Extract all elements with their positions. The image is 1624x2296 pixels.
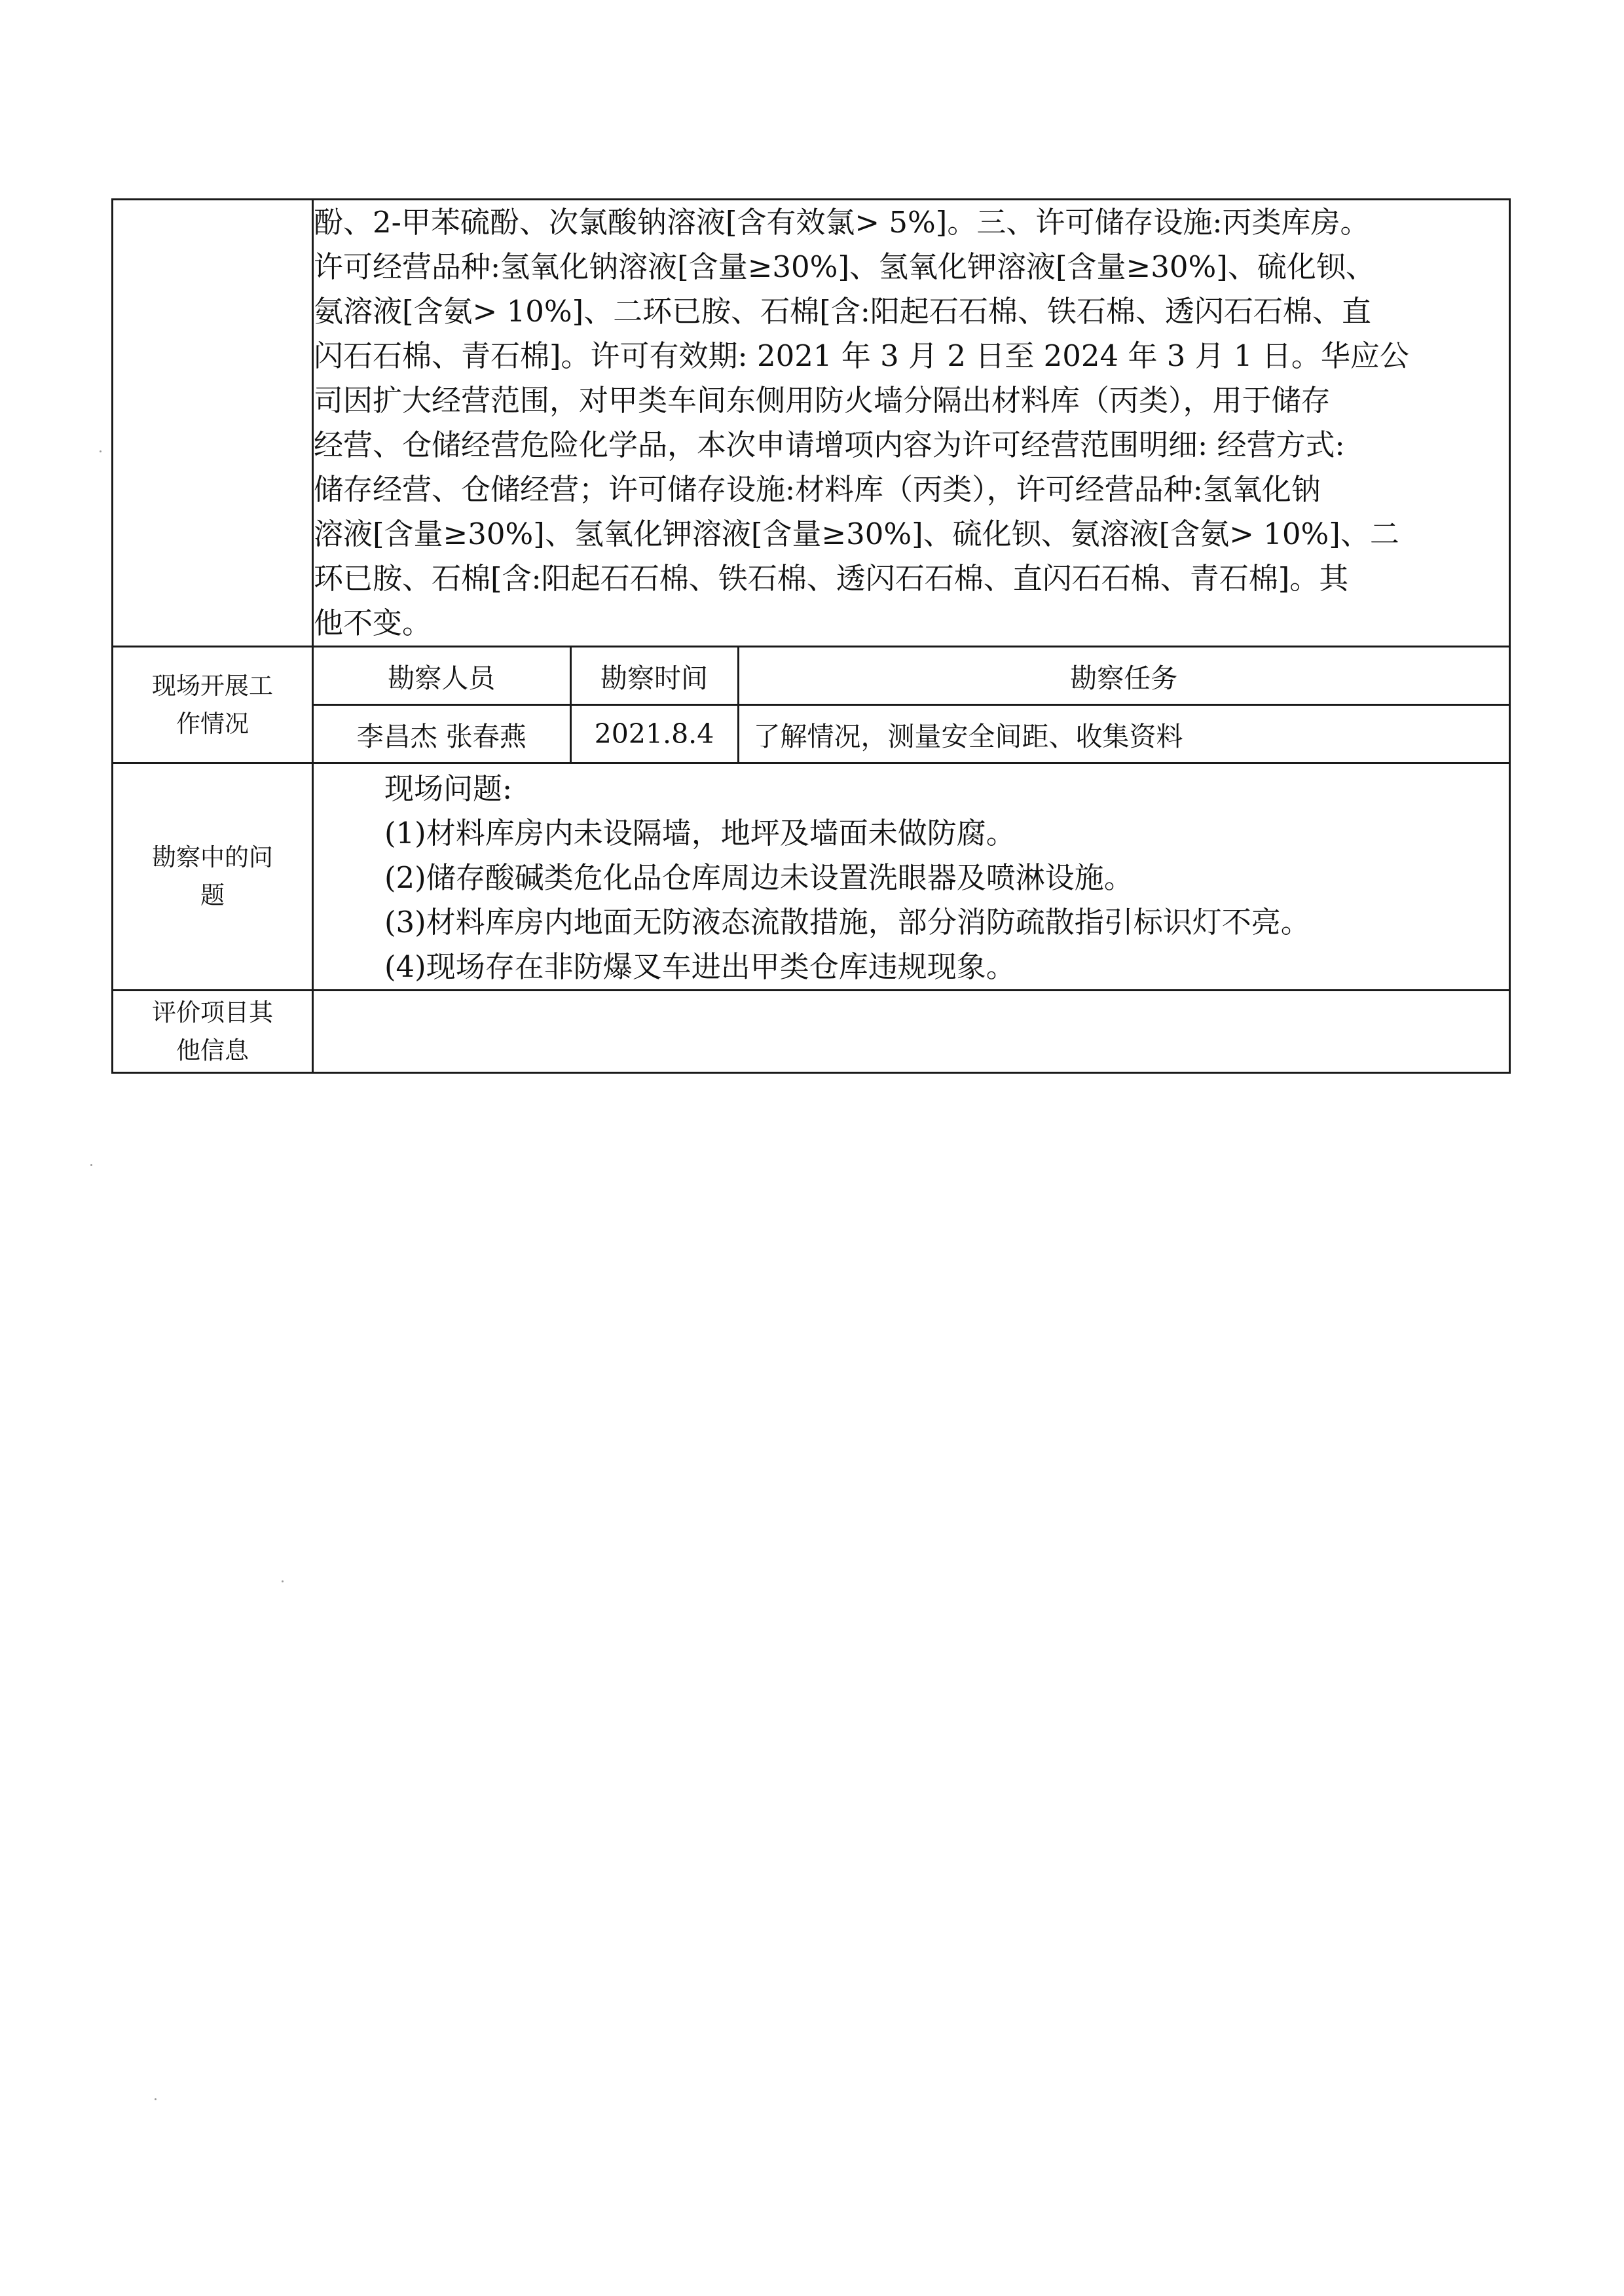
issues-heading: 现场问题: — [384, 771, 513, 806]
paragraph-line: 司因扩大经营范围，对甲类车间东侧用防火墙分隔出材料库（丙类），用于储存 — [314, 383, 1331, 418]
survey-data-row — [314, 705, 1509, 763]
header-task: 勘察任务 — [738, 647, 1509, 705]
issue-item: (1)材料库房内未设隔墙，地坪及墙面未做防腐。 — [384, 816, 1016, 850]
paragraph-line: 氨溶液[含氨> 10%]、二环已胺、石棉[含:阳起石石棉、铁石棉、透闪石石棉、直 — [314, 294, 1371, 329]
survey-table — [314, 647, 1509, 762]
paragraph-line: 酚、2-甲苯硫酚、次氯酸钠溶液[含有效氯> 5%]。三、许可储存设施:丙类库房。 — [314, 205, 1370, 240]
scan-speck — [100, 450, 101, 452]
empty-label-cell — [113, 200, 313, 647]
survey-personnel: 李昌杰 张春燕 — [314, 705, 570, 763]
paragraph-line: 溶液[含量≥30%]、氢氧化钾溶液[含量≥30%]、硫化钡、氨溶液[含氨> 10%]、二 — [314, 517, 1399, 551]
issue-item: (3)材料库房内地面无防液态流散措施，部分消防疏散指引标识灯不亮。 — [384, 905, 1310, 939]
other-info-label: 评价项目其 他信息 — [113, 991, 313, 1073]
survey-task: 了解情况，测量安全间距、收集资料 — [738, 705, 1509, 763]
paragraph-line: 经营、仓储经营危险化学品，本次申请增项内容为许可经营范围明细: 经营方式: — [314, 428, 1345, 462]
site-work-label: 现场开展工 作情况 — [113, 647, 313, 763]
paragraph-line: 闪石石棉、青石棉]。许可有效期: 2021 年 3 月 2 日至 2024 年 3 月 1 日。华应公 — [314, 338, 1409, 373]
site-work-row — [113, 647, 1510, 763]
header-personnel: 勘察人员 — [314, 647, 570, 705]
issues-list — [314, 764, 1509, 989]
paragraph-line: 环已胺、石棉[含:阳起石石棉、铁石棉、透闪石石棉、直闪石石棉、青石棉]。其 — [314, 561, 1349, 596]
issue-item: (4)现场存在非防爆叉车进出甲类仓库违规现象。 — [384, 949, 1016, 984]
evaluation-form-table — [111, 198, 1511, 1074]
issues-row — [113, 763, 1510, 991]
license-content-cell — [313, 200, 1510, 647]
issues-cell — [313, 763, 1510, 991]
scan-speck — [155, 2098, 157, 2100]
issue-item: (2)储存酸碱类危化品仓库周边未设置洗眼器及喷淋设施。 — [384, 860, 1134, 895]
survey-header-row — [314, 647, 1509, 705]
paragraph-line: 许可经营品种:氢氧化钠溶液[含量≥30%]、氢氧化钾溶液[含量≥30%]、硫化钡、 — [314, 249, 1375, 284]
license-content-row — [113, 200, 1510, 647]
license-paragraph — [314, 200, 1509, 646]
scan-speck — [282, 1580, 284, 1582]
paragraph-line: 储存经营、仓储经营；许可储存设施:材料库（丙类），许可经营品种:氢氧化钠 — [314, 472, 1321, 507]
scan-speck — [90, 1164, 92, 1166]
issues-label: 勘察中的问 题 — [113, 763, 313, 991]
other-info-row — [113, 991, 1510, 1073]
other-info-value — [313, 991, 1510, 1073]
site-work-cell — [313, 647, 1510, 763]
header-time: 勘察时间 — [570, 647, 738, 705]
paragraph-line: 他不变。 — [314, 606, 432, 640]
survey-time: 2021.8.4 — [570, 705, 738, 763]
